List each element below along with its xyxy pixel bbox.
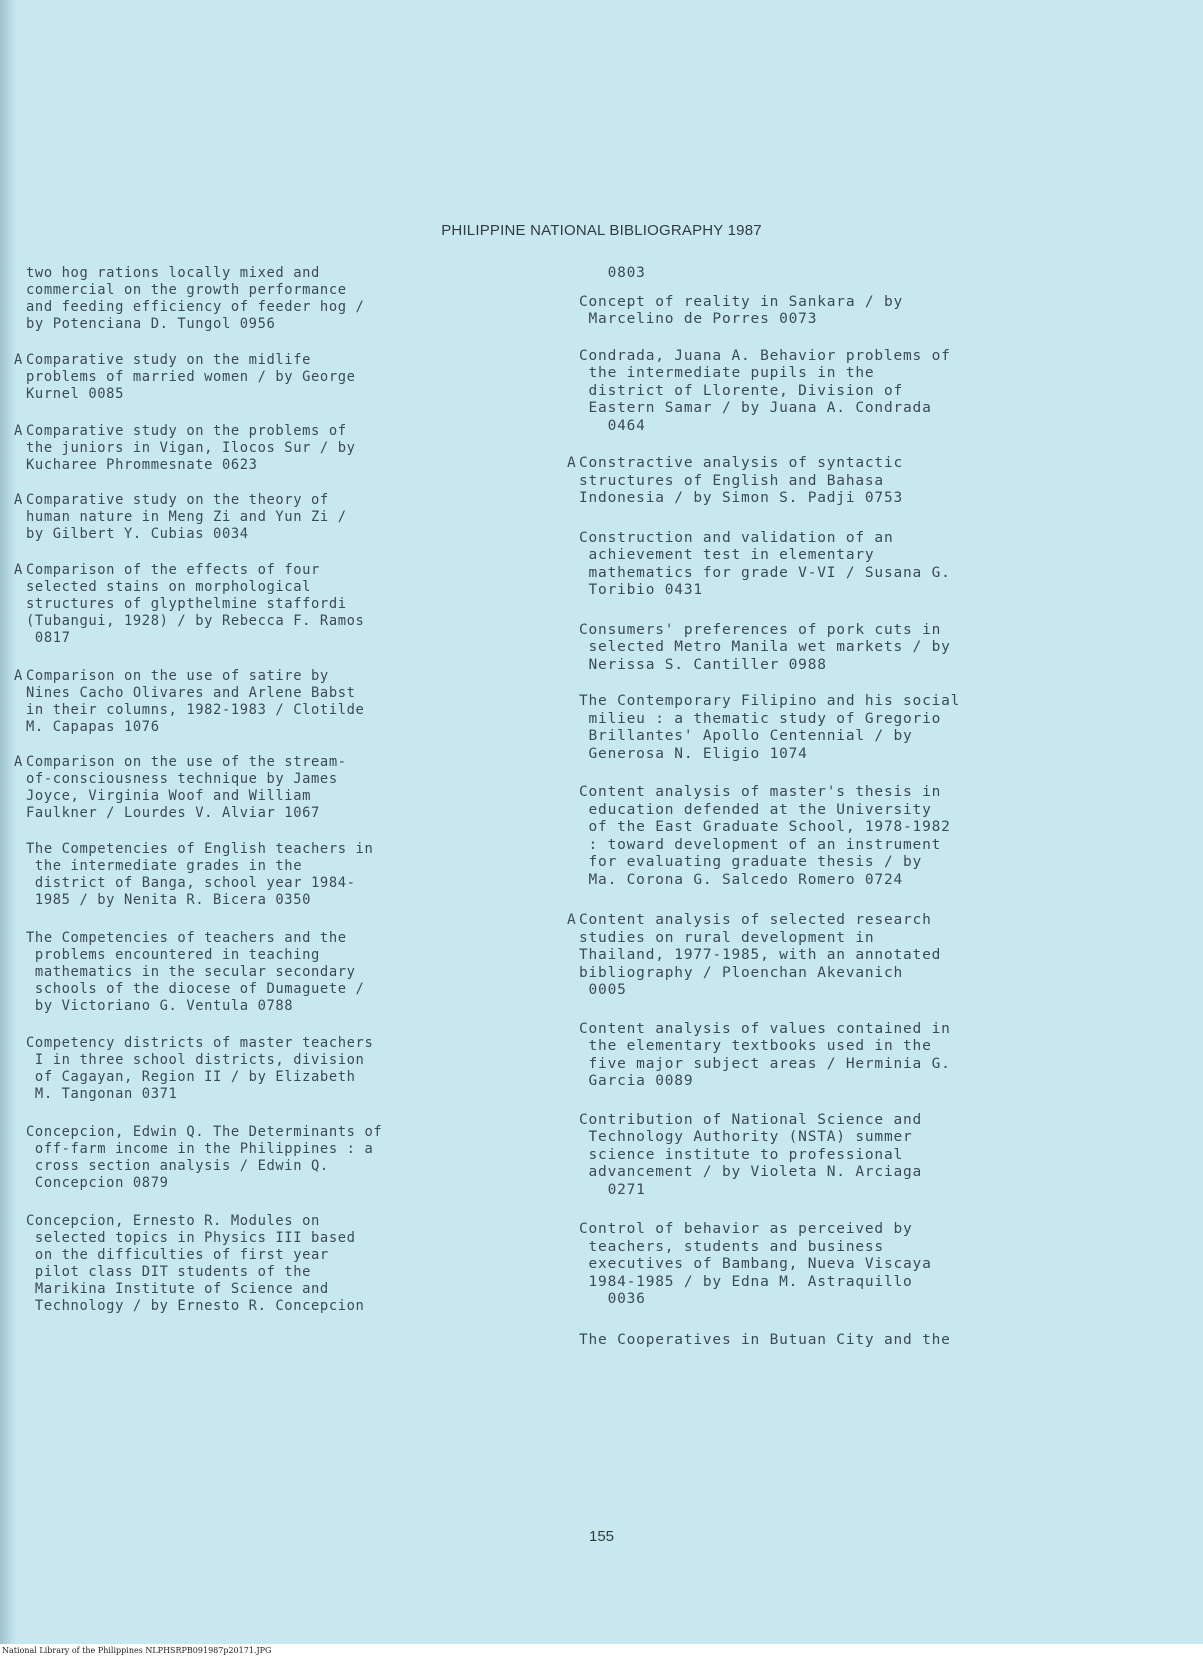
bibliography-entry — [14, 1035, 554, 1103]
entry-text: The Competencies of teachers and the problems encountered in teaching mathematics in the secular secondary schools of the diocese of Dumaguete / by Victoriano G. Ventula 0788 — [26, 930, 365, 1014]
entry-marker: A — [14, 423, 23, 439]
entry-text: Comparison on the use of the stream- of-consciousness technique by James Joyce, Virginia Woof and William Faulkner / Lourdes V. Alviar 1067 — [26, 754, 347, 821]
entry-text: Concept of reality in Sankara / by Marcelino de Porres 0073 — [579, 293, 904, 327]
bibliography-entry — [14, 352, 554, 403]
entry-marker: A — [14, 754, 23, 770]
bibliography-entry — [567, 1221, 1107, 1309]
bibliography-entry — [567, 693, 1107, 763]
entry-marker: A — [14, 352, 23, 368]
entry-marker: A — [14, 492, 23, 508]
entry-text: 0803 — [579, 265, 646, 281]
bibliography-entry — [567, 348, 1107, 436]
entry-text: The Competencies of English teachers in the intermediate grades in the district of Banga, school year 1984- 1985 / by Nenita R. Bicera 0350 — [26, 841, 374, 908]
bibliography-entry — [14, 841, 554, 909]
entry-text: Control of behavior as perceived by teachers, students and business executives of Bambang, Nueva Viscaya 1984-1985 / by Edna M. Astraquillo 0036 — [579, 1221, 932, 1307]
bibliography-entry — [567, 294, 1107, 329]
bibliography-entry — [567, 1112, 1107, 1200]
entry-marker: A — [14, 562, 23, 578]
bibliography-entry — [567, 455, 1107, 508]
bibliography-entry — [567, 912, 1107, 1000]
bibliography-entry — [567, 622, 1107, 675]
bibliography-entry — [14, 930, 554, 1015]
bibliography-entry — [567, 784, 1107, 889]
bibliography-entry — [14, 668, 554, 736]
entry-text: Content analysis of master's thesis in education defended at the University of the East Graduate School, 1978-1982 : toward development of an instrument for evaluating graduate thesis / by Ma. Corona G. Salcedo Romero 0724 — [579, 784, 951, 888]
bibliography-entry — [14, 423, 554, 474]
bibliography-entry — [567, 265, 1107, 283]
bibliography-entry — [567, 530, 1107, 600]
bibliography-entry — [14, 265, 554, 333]
entry-text: The Contemporary Filipino and his social milieu : a thematic study of Gregorio Brillantes' Apollo Centennial / by Generosa N. Eligio 1074 — [579, 693, 961, 762]
entry-text: Concepcion, Ernesto R. Modules on selected topics in Physics III based on the difficulties of first year pilot class DIT students of the Marikina Institute of Science and Technology / by Ernesto R. Concepcion — [26, 1213, 365, 1314]
entry-text: Competency districts of master teachers I in three school districts, division of Cagayan, Region II / by Elizabeth M. Tangonan 0371 — [26, 1035, 374, 1102]
entry-text: Condrada, Juana A. Behavior problems of the intermediate pupils in the district of Llorente, Division of Eastern Samar / by Juana A. Condrada 0464 — [579, 347, 951, 434]
bibliography-entry — [14, 754, 554, 822]
entry-text: Content analysis of values contained in the elementary textbooks used in the five major subject areas / Herminia G. Garcia 0089 — [579, 1020, 951, 1089]
entry-text: Content analysis of selected research studies on rural development in Thailand, 1977-1985, with an annotated bibliography / Ploenchan Akevanich 0005 — [579, 912, 942, 998]
entry-marker: A — [14, 668, 23, 684]
entry-text: two hog rations locally mixed and commercial on the growth performance and feeding efficiency of feeder hog / by Potenciana D. Tungol 0956 — [26, 265, 365, 332]
bibliography-entry — [14, 492, 554, 543]
entry-text: Comparative study on the problems of the juniors in Vigan, Ilocos Sur / by Kucharee Phrommesnate 0623 — [26, 423, 356, 473]
entry-marker: A — [567, 912, 577, 928]
page-header: PHILIPPINE NATIONAL BIBLIOGRAPHY 1987 — [441, 222, 762, 239]
entry-text: Comparison on the use of satire by Nines Cacho Olivares and Arlene Babst in their columns, 1982-1983 / Clotilde M. Capapas 1076 — [26, 668, 365, 735]
bibliography-entry — [14, 1124, 554, 1192]
left-column — [14, 265, 554, 1315]
page-number: 155 — [588, 1528, 615, 1545]
bibliography-entry — [567, 1332, 1107, 1350]
entry-text: Comparative study on the midlife problems of married women / by George Kurnel 0085 — [26, 352, 356, 402]
entry-text: Concepcion, Edwin Q. The Determinants of off-farm income in the Philippines : a cross section analysis / Edwin Q. Concepcion 0879 — [26, 1124, 383, 1191]
entry-text: Consumers' preferences of pork cuts in selected Metro Manila wet markets / by Nerissa S. Cantiller 0988 — [579, 621, 951, 673]
scan-footer: National Library of the Philippines NLPHSRPB091987p20171.JPG — [0, 1644, 1203, 1658]
entry-text: Constractive analysis of syntactic structures of English and Bahasa Indonesia / by Simon S. Padji 0753 — [579, 455, 904, 506]
bibliography-entry — [567, 1021, 1107, 1091]
entry-marker: A — [567, 455, 577, 471]
entry-text: Comparative study on the theory of human nature in Meng Zi and Yun Zi / by Gilbert Y. Cubias 0034 — [26, 492, 347, 542]
entry-text: Comparison of the effects of four selected stains on morphological structures of glypthelmine staffordi (Tubangui, 1928) / by Rebecca F. Ramos 0817 — [26, 562, 365, 646]
entry-text: Construction and validation of an achievement test in elementary mathematics for grade V-VI / Susana G. Toribio 0431 — [579, 529, 951, 598]
entry-text: The Cooperatives in Butuan City and the — [579, 1331, 951, 1348]
right-column — [567, 265, 1107, 1349]
bibliography-entry — [14, 562, 554, 647]
entry-text: Contribution of National Science and Technology Authority (NSTA) summer science institute to professional advancement / by Violeta N. Arciaga 0271 — [579, 1111, 923, 1198]
bibliography-entry — [14, 1213, 554, 1315]
